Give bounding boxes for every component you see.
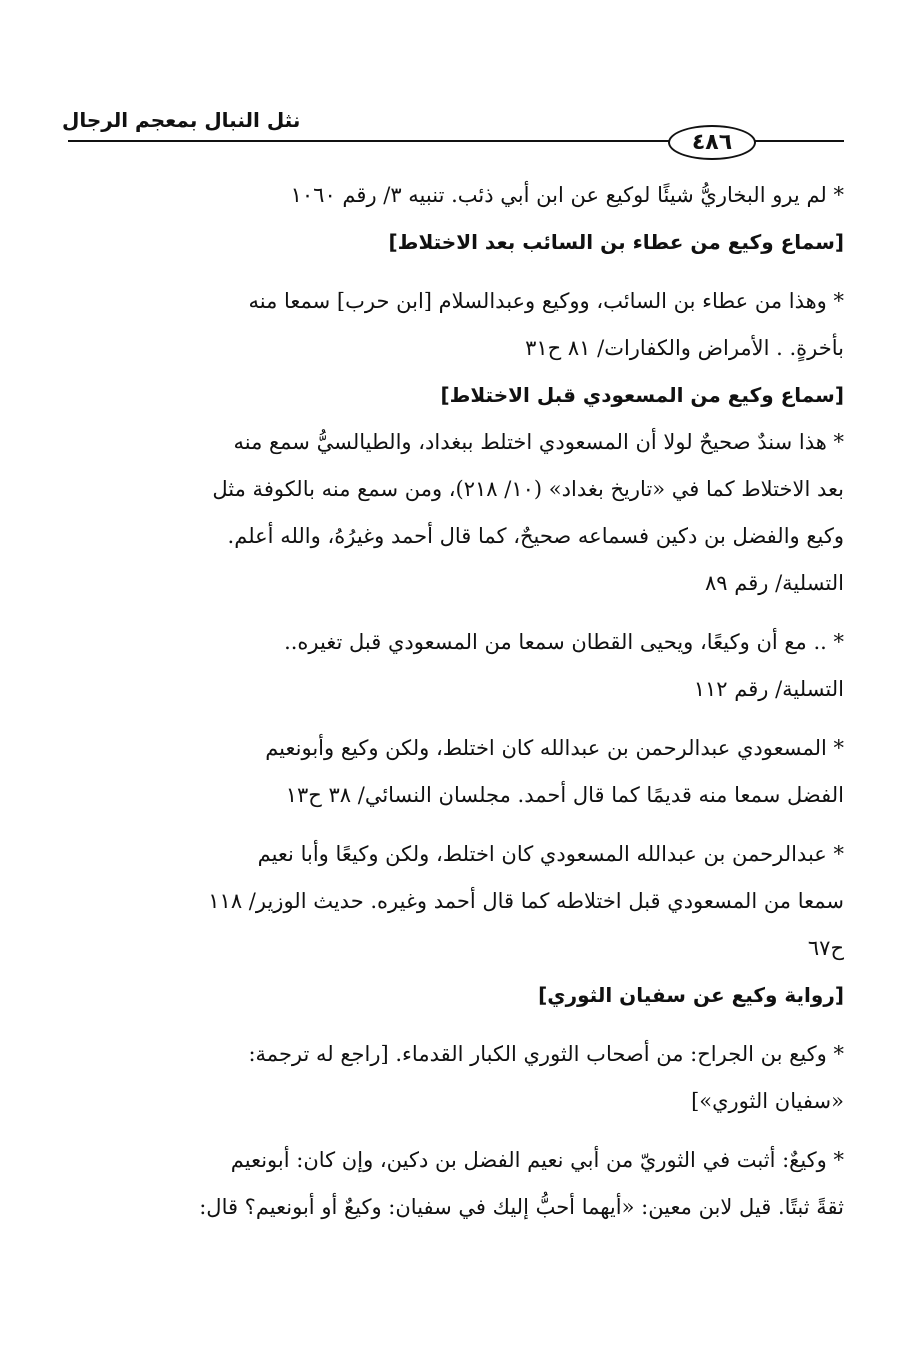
text-line: * وكيع بن الجراح: من أصحاب الثوري الكبار القدماء. [راجع له ترجمة: [248, 1042, 844, 1066]
text-line: ثقةً ثبتًا. قيل لابن معين: «أيهما أحبُّ إليك في سفيان: وكيعٌ أو أبونعيم؟ قال: [199, 1195, 844, 1219]
text-line: الفضل سمعا منه قديمًا كما قال أحمد. مجلسان النسائي/ ٣٨ ح١٣ [285, 783, 844, 807]
text-line: ح٦٧ [807, 936, 844, 960]
paragraph-gap [72, 1019, 844, 1031]
text-line: التسلية/ رقم ١١٢ [693, 677, 844, 701]
paragraph-gap [72, 607, 844, 619]
text-line: وكيع والفضل بن دكين فسماعه صحيحٌ، كما قال أحمد وغيرُهُ، والله أعلم. [227, 524, 844, 548]
section-heading: [سماع وكيع من عطاء بن السائب بعد الاختلاط] [388, 230, 844, 254]
text-line: * هذا سندٌ صحيحٌ لولا أن المسعودي اختلط ببغداد، والطيالسيُّ سمع منه [233, 430, 844, 454]
section-heading: [سماع وكيع من المسعودي قبل الاختلاط] [440, 383, 844, 407]
paragraph-gap [72, 1125, 844, 1137]
text-line: التسلية/ رقم ٨٩ [705, 571, 844, 595]
paragraph-gap [72, 819, 844, 831]
text-line: * المسعودي عبدالرحمن بن عبدالله كان اختلط، ولكن وكيع وأبونعيم [265, 736, 844, 760]
text-line: * .. مع أن وكيعًا، ويحيى القطان سمعا من المسعودي قبل تغيره.. [284, 630, 844, 654]
running-title: نثل النبال بمعجم الرجال [62, 108, 301, 132]
text-line: * وكيعٌ: أثبت في الثوريّ من أبي نعيم الفضل بن دكين، وإن كان: أبونعيم [230, 1148, 844, 1172]
text-line: * وهذا من عطاء بن السائب، ووكيع وعبدالسلام [ابن حرب] سمعا منه [248, 289, 844, 313]
text-line: بعد الاختلاط كما في «تاريخ بغداد» (١٠/ ٢١٨)، ومن سمع منه بالكوفة مثل [212, 477, 844, 501]
text-line: * لم يرو البخاريُّ شيئًا لوكيع عن ابن أبي ذئب. تنبيه ٣/ رقم ١٠٦٠ [290, 183, 844, 207]
text-line: سمعا من المسعودي قبل اختلاطه كما قال أحمد وغيره. حديث الوزير/ ١١٨ [208, 889, 844, 913]
section-heading: [رواية وكيع عن سفيان الثوري] [538, 983, 844, 1007]
text-line: بأخرةٍ. . الأمراض والكفارات/ ٨١ ح٣١ [525, 336, 844, 360]
text-line: * عبدالرحمن بن عبدالله المسعودي كان اختلط، ولكن وكيعًا وأبا نعيم [257, 842, 844, 866]
body-text [72, 172, 844, 1231]
text-line: «سفيان الثوري»] [691, 1089, 844, 1113]
paragraph-gap [72, 266, 844, 278]
page-number: ٤٨٦ [668, 125, 756, 160]
paragraph-gap [72, 713, 844, 725]
